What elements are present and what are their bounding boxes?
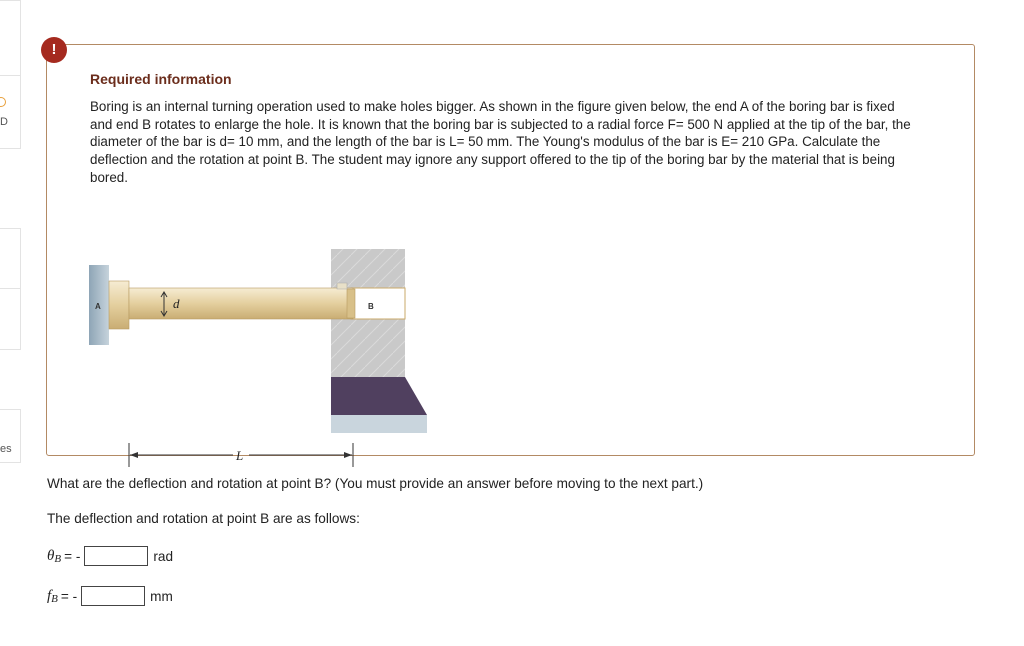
bar-tip [347,289,355,318]
theta-answer-row [47,545,173,567]
bored-hole [351,288,405,319]
info-title: Required information [90,71,232,87]
label-d: d [173,296,180,311]
side-panel-card-lower-2[interactable] [0,288,21,350]
question-text: What are the deflection and rotation at point B? (You must provide an answer before moving to the next part.) [47,476,704,491]
theta-equals: = - [64,548,81,564]
deflection-input[interactable] [81,586,145,606]
length-arrow-head-left [130,452,138,458]
theta-input[interactable] [84,546,148,566]
problem-statement: Boring is an internal turning operation used to make holes bigger. As shown in the figure given below, the end A of the boring bar is fixed and end B rotates to enlarge the hole. It is known that the boring bar is subjected to a radial force F= 500 N applied at the tip of the bar, the diameter of the bar is d= 10 mm, and the length of the bar is L= 50 mm. The Young's modulus of the bar is E= 210 GPa. Calculate the deflection and the rotation at point B. The student may ignore any support offered to the tip of the boring bar by the material that is being bored. [90,99,911,185]
label-b: B [368,302,374,311]
deflection-unit: mm [150,588,173,604]
answer-intro: The deflection and rotation at point B are as follows: [47,511,360,526]
theta-unit: rad [153,548,174,564]
side-panel-label: es [0,443,12,455]
label-a: A [95,302,101,311]
deflection-symbol: $f_B$ [47,587,58,605]
bar-flange [109,281,129,329]
theta-symbol: $\theta_B$ [47,547,62,565]
deflection-answer-row [47,585,173,607]
side-panel-card-lower[interactable] [0,228,21,290]
side-panel-card-top [0,0,21,76]
floor-strip [331,415,427,433]
label-l: L [236,448,244,463]
boring-bar-figure [85,199,425,463]
side-panel-card-middle [0,75,21,149]
length-arrow-head-right [344,452,352,458]
side-panel-glyph: D [0,116,8,128]
bar-tip-cap [337,283,347,289]
workpiece-base [331,377,427,415]
deflection-equals: = - [60,588,78,604]
required-information-panel [46,44,975,463]
alert-icon: ! [41,37,67,63]
